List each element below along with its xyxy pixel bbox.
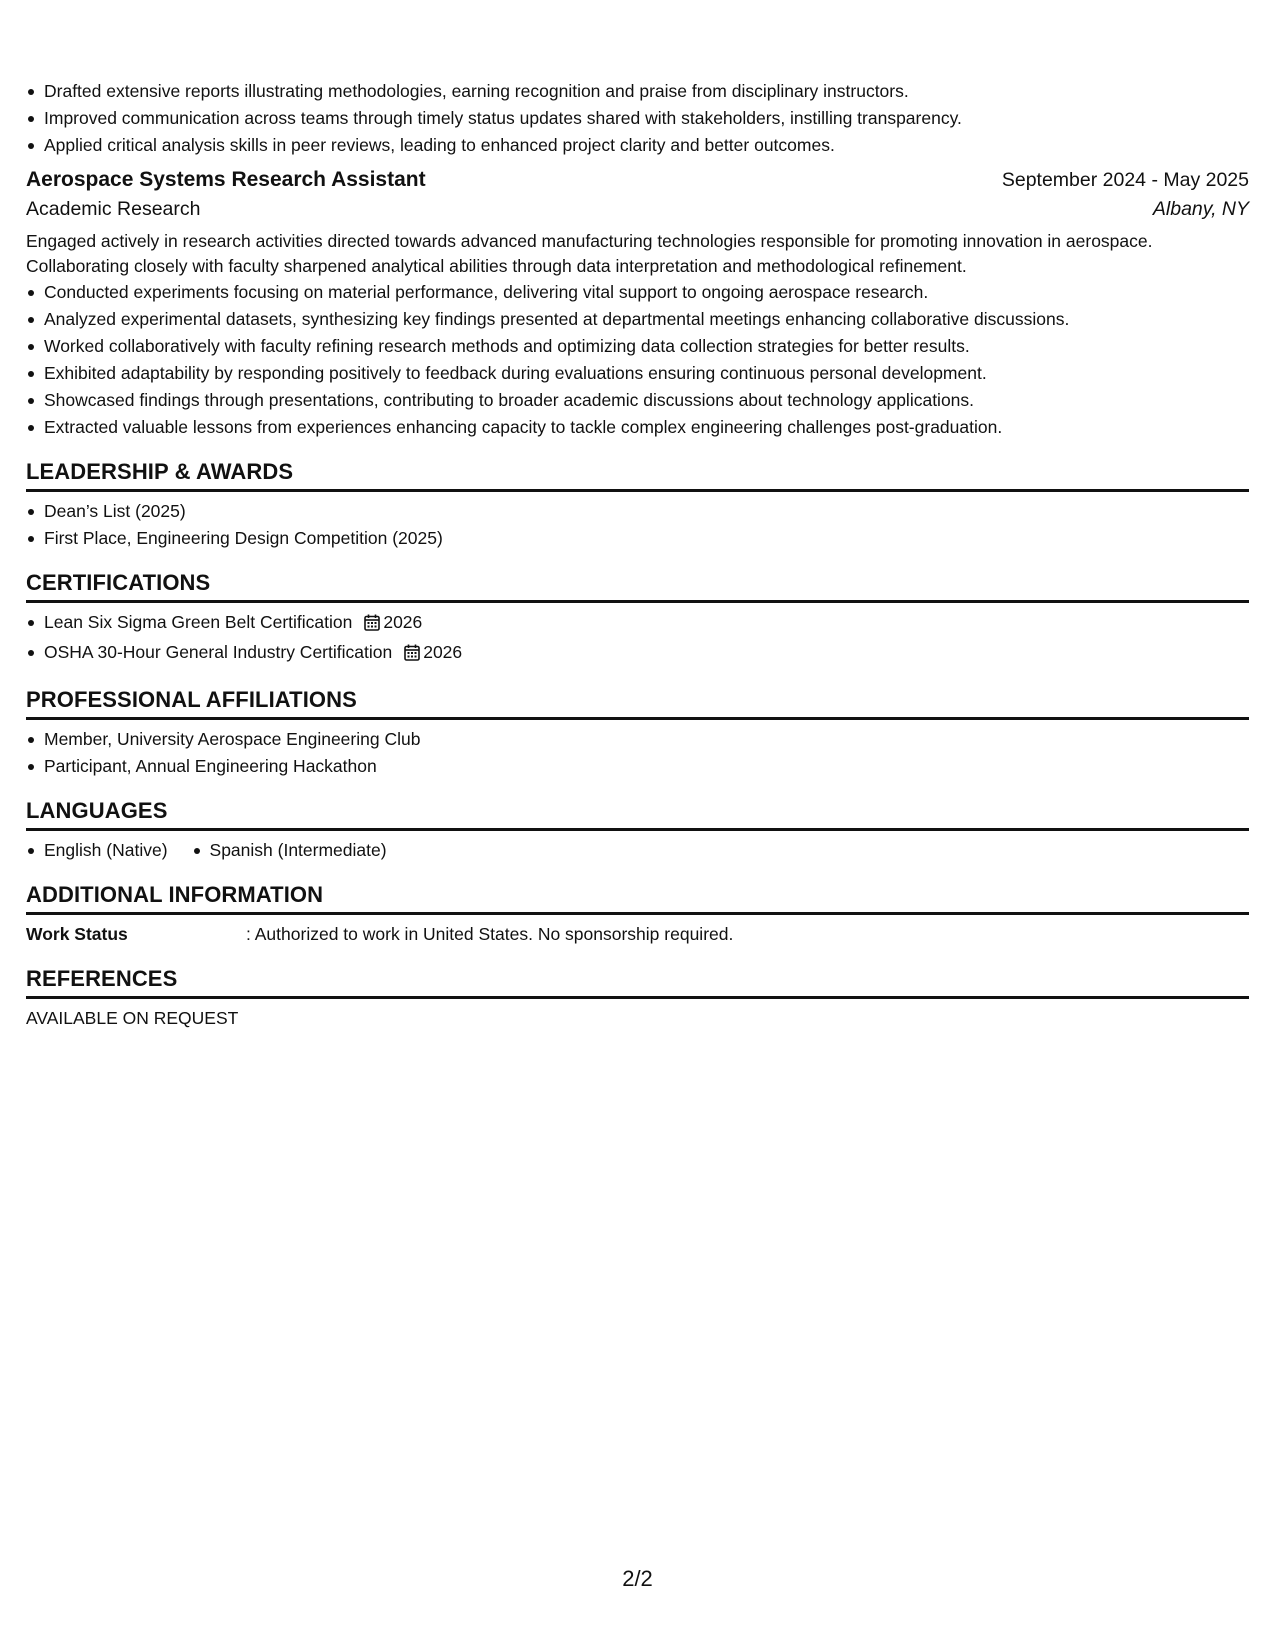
list-item: Drafted extensive reports illustrating methodologies, earning recognition and praise from disciplinary instructors. [26,78,1249,105]
job-description: Engaged actively in research activities directed towards advanced manufacturing technologies responsible for promoting innovation in aerospace. Collaborating closely with faculty sharpened analytical abilities through data interpretation and methodological refinement. [26,231,1153,276]
certification-name: OSHA 30-Hour General Industry Certification [44,642,393,662]
calendar-icon [364,612,380,639]
list-item: First Place, Engineering Design Competition (2025) [26,525,1249,552]
resume-page [26,78,1249,1032]
section-title: CERTIFICATIONS [26,570,1249,603]
list-item: Applied critical analysis skills in peer reviews, leading to enhanced project clarity and better outcomes. [26,132,1249,159]
affiliations-section [26,687,1249,780]
section-title: REFERENCES [26,966,1249,999]
certification-name: Lean Six Sigma Green Belt Certification [44,612,353,632]
intro-bullet-list [26,78,1249,159]
work-status-label: Work Status [26,924,128,944]
list-item: Member, University Aerospace Engineering Club [26,726,1249,753]
list-item [26,609,1249,639]
list-item: Extracted valuable lessons from experiences enhancing capacity to tackle complex engineering challenges post-graduation. [26,414,1249,441]
calendar-icon [404,642,420,669]
list-item: Conducted experiments focusing on material performance, delivering vital support to ongoing aerospace research. [26,279,1249,306]
leadership-list [26,498,1249,552]
languages-section [26,798,1249,864]
job-dates: September 2024 - May 2025 [1001,169,1249,191]
certifications-section [26,570,1249,669]
list-item [26,639,1249,669]
leadership-section [26,459,1249,552]
job-location: Albany, NY [1152,198,1249,220]
languages-list [26,837,1249,864]
references-text: AVAILABLE ON REQUEST [26,1008,239,1028]
section-title: ADDITIONAL INFORMATION [26,882,1249,915]
list-item: Dean’s List (2025) [26,498,1249,525]
work-status-row [26,921,1249,948]
certification-year: 2026 [423,642,463,662]
list-item: Worked collaboratively with faculty refining research methods and optimizing data collection strategies for better results. [26,333,1249,360]
job-bullet-list [26,279,1249,441]
list-item: Spanish (Intermediate) [192,837,387,864]
job-header [26,168,1249,192]
section-title: PROFESSIONAL AFFILIATIONS [26,687,1249,720]
job-organization: Academic Research [26,198,201,220]
job-subheader [26,198,1249,221]
list-item: Showcased findings through presentations, contributing to broader academic discussions about technology applications. [26,387,1249,414]
list-item: Exhibited adaptability by responding positively to feedback during evaluations ensuring continuous personal development. [26,360,1249,387]
affiliations-list [26,726,1249,780]
list-item: Improved communication across teams through timely status updates shared with stakeholders, instilling transparency. [26,105,1249,132]
section-title: LANGUAGES [26,798,1249,831]
list-item: Analyzed experimental datasets, synthesizing key findings presented at departmental meetings enhancing collaborative discussions. [26,306,1249,333]
section-title: LEADERSHIP & AWARDS [26,459,1249,492]
list-item: English (Native) [26,837,168,864]
list-item: Participant, Annual Engineering Hackathon [26,753,1249,780]
work-status-value: : Authorized to work in United States. No sponsorship required. [246,924,734,944]
certifications-list [26,609,1249,669]
page-number: 2/2 [622,1566,653,1591]
additional-info-section [26,882,1249,948]
job-title: Aerospace Systems Research Assistant [26,168,426,191]
certification-year: 2026 [383,612,423,632]
references-section [26,966,1249,1032]
